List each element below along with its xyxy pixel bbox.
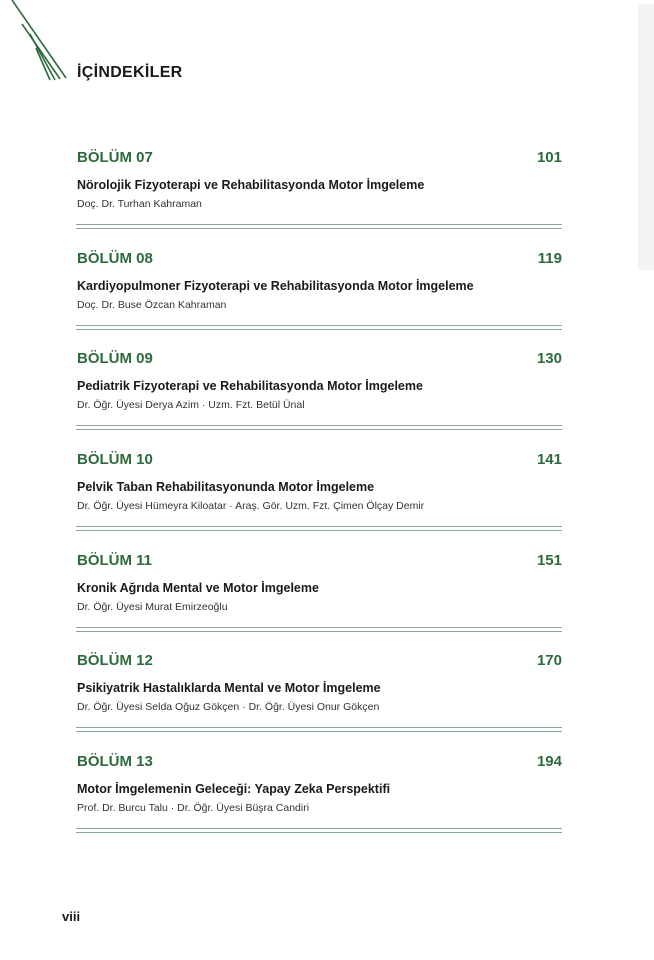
page-title: İÇİNDEKİLER xyxy=(77,64,183,81)
chapter-page-number: 101 xyxy=(536,149,562,166)
toc-entry[interactable] xyxy=(77,147,562,248)
chapter-page-number: 119 xyxy=(537,249,562,267)
entry-divider xyxy=(76,224,562,229)
toc-entry-header xyxy=(77,147,562,169)
chapter-title: Motor İmgelemenin Geleceği: Yapay Zeka Perspektifi xyxy=(77,782,391,797)
toc-entry[interactable] xyxy=(77,248,562,349)
toc-entry[interactable] xyxy=(77,348,562,449)
chapter-title: Kronik Ağrıda Mental ve Motor İmgeleme xyxy=(77,580,319,595)
chapter-authors: Prof. Dr. Burcu Talu · Dr. Öğr. Üyesi Büşra Candiri xyxy=(77,802,310,815)
chapter-label: BÖLÜM 07 xyxy=(77,149,153,166)
toc-entry-header xyxy=(77,751,562,773)
entry-divider xyxy=(76,627,562,632)
chapter-label: BÖLÜM 11 xyxy=(77,551,153,569)
chapter-label: BÖLÜM 09 xyxy=(77,350,153,368)
chapter-authors: Dr. Öğr. Üyesi Hümeyra Kiloatar · Araş. Gör. Uzm. Fzt. Çimen Ölçay Demir xyxy=(77,500,425,513)
page-number: viii xyxy=(62,909,81,924)
chapter-page-number: 151 xyxy=(536,551,562,569)
corner-line xyxy=(12,0,66,78)
chapter-authors: Dr. Öğr. Üyesi Murat Emirzeoğlu xyxy=(77,600,228,613)
entry-divider xyxy=(76,425,562,430)
chapter-title: Kardiyopulmoner Fizyoterapi ve Rehabilitasyonda Motor İmgeleme xyxy=(77,278,474,293)
chapter-title: Pelvik Taban Rehabilitasyonunda Motor İmgeleme xyxy=(77,480,375,495)
entry-divider xyxy=(76,727,562,732)
toc-entry[interactable] xyxy=(77,650,562,751)
toc-entry-header xyxy=(77,550,562,572)
chapter-label: BÖLÜM 12 xyxy=(77,652,153,670)
toc-entry[interactable] xyxy=(77,449,562,550)
chapter-authors: Dr. Öğr. Üyesi Derya Azim · Uzm. Fzt. Betül Ünal xyxy=(77,399,305,412)
corner-decoration xyxy=(0,0,80,90)
corner-line xyxy=(22,24,60,79)
chapter-page-number: 141 xyxy=(536,451,562,469)
chapter-page-number: 170 xyxy=(536,652,562,670)
chapter-authors: Doç. Dr. Turhan Kahraman xyxy=(77,198,202,210)
chapter-page-number: 130 xyxy=(536,350,562,368)
table-of-contents xyxy=(77,147,562,852)
toc-entry-header xyxy=(77,248,562,270)
entry-divider xyxy=(76,325,562,330)
toc-entry-header xyxy=(77,348,562,370)
side-strip xyxy=(638,4,654,270)
toc-entry-header xyxy=(77,449,562,471)
chapter-page-number: 194 xyxy=(536,753,562,771)
chapter-label: BÖLÜM 08 xyxy=(77,249,153,267)
chapter-title: Nörolojik Fizyoterapi ve Rehabilitasyonda Motor İmgeleme xyxy=(77,178,425,192)
toc-entry[interactable] xyxy=(77,751,562,852)
chapter-authors: Doç. Dr. Buse Özcan Kahraman xyxy=(77,298,227,311)
chapter-title: Psikiyatrik Hastalıklarda Mental ve Motor İmgeleme xyxy=(77,681,381,696)
chapter-title: Pediatrik Fizyoterapi ve Rehabilitasyonda Motor İmgeleme xyxy=(77,379,423,394)
chapter-label: BÖLÜM 13 xyxy=(77,753,153,771)
entry-divider xyxy=(76,526,562,531)
chapter-authors: Dr. Öğr. Üyesi Selda Oğuz Gökçen · Dr. Öğr. Üyesi Onur Gökçen xyxy=(77,701,380,714)
toc-entry[interactable] xyxy=(77,550,562,651)
toc-entry-header xyxy=(77,650,562,672)
entry-divider xyxy=(76,828,562,833)
chapter-label: BÖLÜM 10 xyxy=(77,451,153,469)
